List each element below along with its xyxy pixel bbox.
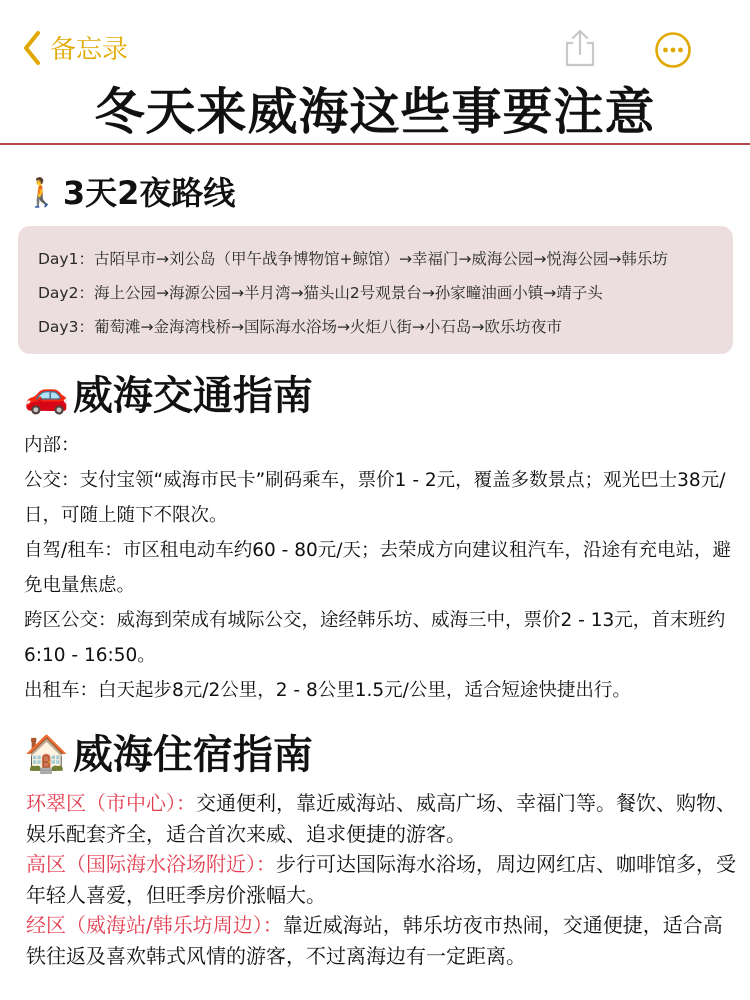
traffic-heading <box>24 368 313 424</box>
more-button[interactable] <box>654 31 692 69</box>
share-button[interactable] <box>562 28 598 68</box>
back-button[interactable] <box>22 30 128 70</box>
stay-heading-label: 威海住宿指南 <box>72 732 313 778</box>
stay-item <box>26 849 738 910</box>
share-icon <box>562 53 598 72</box>
top-bar <box>0 0 750 80</box>
house-icon: 🏠 <box>24 734 69 775</box>
stay-item <box>26 910 738 971</box>
traffic-line: 公交：支付宝领“威海市民卡”刷码乘车，票价1 - 2元，覆盖多数景点；观光巴士38元/日，可随上随下不限次。 <box>24 470 726 526</box>
route-day-1: Day1：古陌早市→刘公岛（甲午战争博物馆+鲸馆）→幸福门→威海公园→悦海公园→韩乐坊 <box>38 250 668 268</box>
back-label: 备忘录 <box>50 35 129 65</box>
person-walking-icon: 🚶 <box>24 176 59 209</box>
stay-area-desc: 交通便利，靠近威海站、威高广场、幸福门等。餐饮、购物、娱乐配套齐全，适合首次来威、追求便捷的游客。 <box>26 791 736 846</box>
traffic-line: 出租车：白天起步8元/2公里，2 - 8公里1.5元/公里，适合短途快捷出行。 <box>24 680 631 701</box>
route-box <box>18 226 733 354</box>
traffic-line: 自驾/租车：市区租电动车约60 - 80元/天；去荣成方向建议租汽车，沿途有充电站，避免电量焦虑。 <box>24 540 731 596</box>
traffic-section <box>24 428 734 708</box>
stay-area-desc: 步行可达国际海水浴场，周边网红店、咖啡馆多，受年轻人喜爱，但旺季房价涨幅大。 <box>26 852 736 907</box>
title-divider <box>0 143 750 145</box>
stay-item <box>26 788 738 849</box>
route-day-2: Day2：海上公园→海源公园→半月湾→猫头山2号观景台→孙家疃油画小镇→靖子头 <box>38 284 603 302</box>
stay-area-label: 经区（威海站/韩乐坊周边）： <box>26 913 283 937</box>
more-icon <box>654 54 692 73</box>
car-icon: 🚗 <box>24 375 69 416</box>
note-title: 冬天来威海这些事要注意 <box>94 83 656 141</box>
route-day-3: Day3：葡萄滩→金海湾栈桥→国际海水浴场→火炬八街→小石岛→欧乐坊夜市 <box>38 318 562 336</box>
route-heading-label: 3天2夜路线 <box>62 174 236 212</box>
route-heading <box>24 170 235 216</box>
stay-heading <box>24 727 313 783</box>
stay-area-label: 环翠区（市中心）： <box>26 791 196 815</box>
traffic-line: 内部： <box>24 435 80 456</box>
traffic-line: 跨区公交：威海到荣成有城际公交，途经韩乐坊、威海三中，票价2 - 13元，首末班约6:10 - 16:50。 <box>24 610 726 666</box>
traffic-heading-label: 威海交通指南 <box>72 373 313 419</box>
stay-area-desc: 靠近威海站，韩乐坊夜市热闹，交通便捷，适合高铁往返及喜欢韩式风情的游客，不过离海边有一定距离。 <box>26 913 723 968</box>
stay-area-label: 高区（国际海水浴场附近）： <box>26 852 276 876</box>
chevron-left-icon <box>22 30 42 70</box>
stay-section <box>26 788 738 971</box>
